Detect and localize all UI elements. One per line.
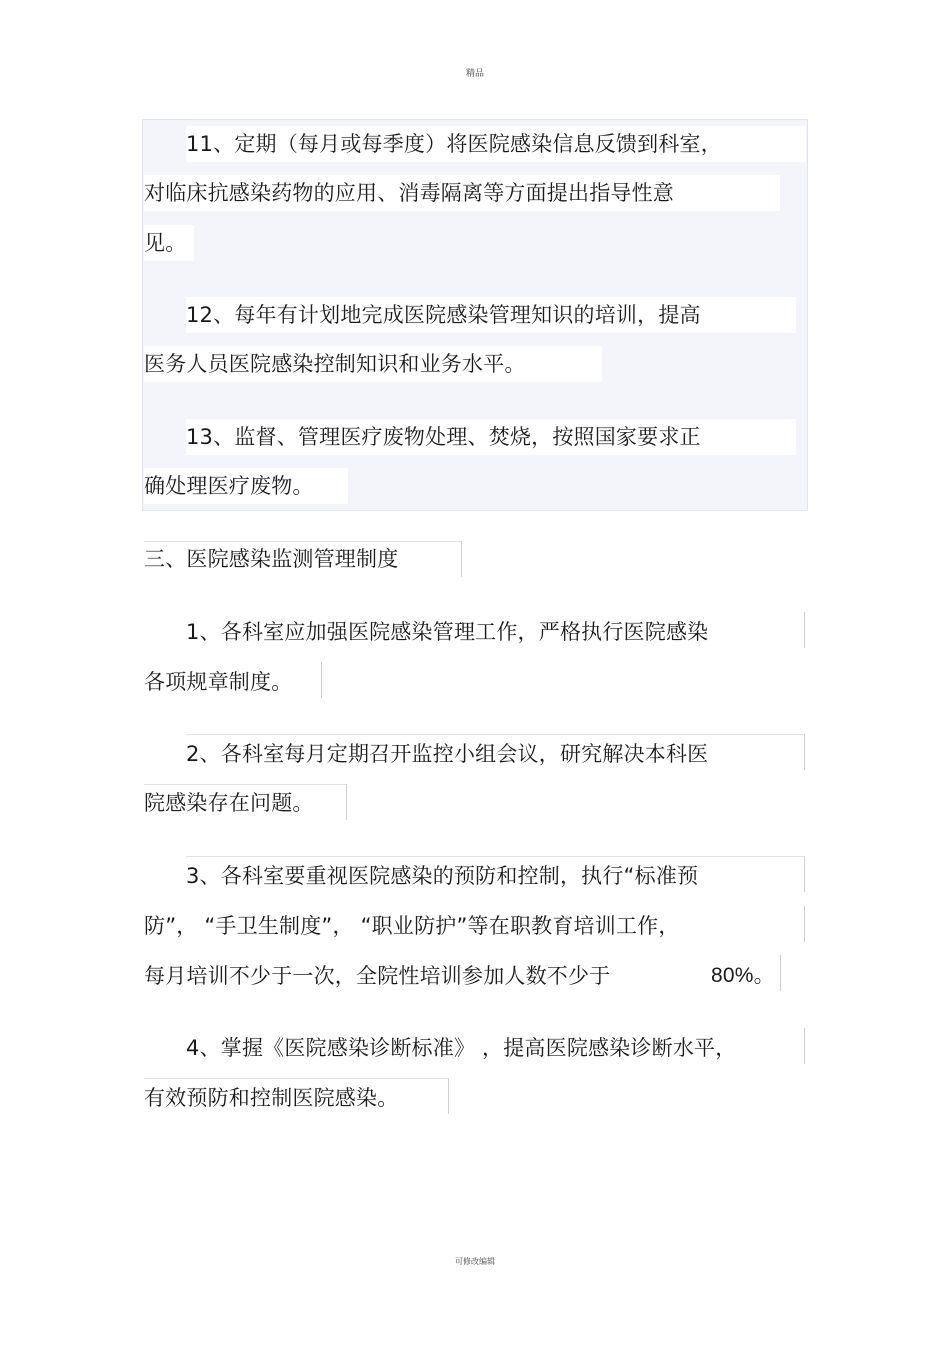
section-heading: 三、医院感染监测管理制度 (144, 547, 399, 571)
item-11-line-3: 见。 (144, 231, 187, 255)
rule-3-line-3: 每月培训不少于一次，全院性培训参加人数不少于 (144, 964, 611, 988)
rule (448, 1078, 449, 1114)
item-13-line-1: 13、监督、管理医疗废物处理、焚烧，按照国家要求正 (186, 425, 701, 449)
rule (804, 1028, 805, 1064)
item-12-line-2: 医务人员医院感染控制知识和业务水平。 (144, 352, 526, 376)
rule (804, 734, 805, 770)
rule (144, 1078, 448, 1079)
rule (186, 734, 804, 735)
item-11-line-2: 对临床抗感染药物的应用、消毒隔离等方面提出指导性意 (144, 181, 674, 205)
item-13-line-2: 确处理医疗废物。 (144, 474, 314, 498)
rule-4-line-1: 4、掌握《医院感染诊断标准》 ，提高医院感染诊断水平， (186, 1036, 737, 1060)
rule-3-line-2: 防”， “手卫生制度”， “职业防护”等在职教育培训工作， (144, 914, 680, 938)
rule (780, 955, 781, 991)
rule (804, 612, 805, 648)
rule (804, 856, 805, 892)
item-11-line-1: 11、定期（每月或每季度）将医院感染信息反馈到科室， (186, 132, 722, 156)
page-header: 精品 (465, 69, 484, 79)
rule-2-line-2: 院感染存在问题。 (144, 791, 314, 815)
rule-3-line-1: 3、各科室要重视医院感染的预防和控制，执行“标准预 (186, 864, 699, 888)
rule-2-line-1: 2、各科室每月定期召开监控小组会议，研究解决本科医 (186, 742, 709, 766)
rule-1-line-1: 1、各科室应加强医院感染管理工作，严格执行医院感染 (186, 620, 709, 644)
rule (186, 856, 804, 857)
rule (804, 906, 805, 942)
item-12-line-1: 12、每年有计划地完成医院感染管理知识的培训，提高 (186, 303, 701, 327)
rule (321, 662, 322, 698)
page-footer: 可修改编辑 (455, 1257, 495, 1266)
rule-1-line-2: 各项规章制度。 (144, 670, 293, 694)
rule-3-percentage: 80%。 (711, 964, 775, 987)
rule (346, 784, 347, 820)
rule-4-line-2: 有效预防和控制医院感染。 (144, 1086, 399, 1110)
rule (461, 541, 462, 577)
